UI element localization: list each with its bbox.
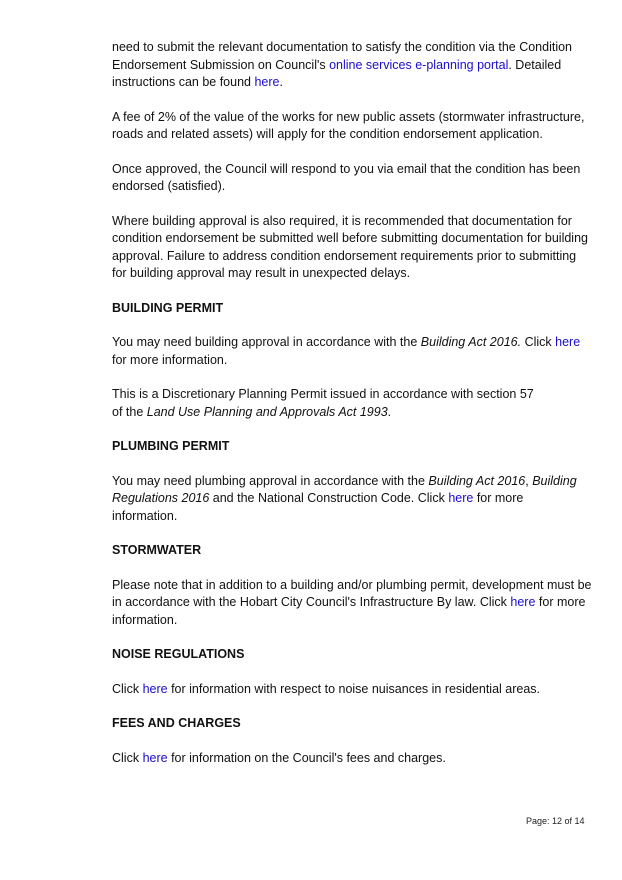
act-title: Building Regulations 2016 — [112, 473, 577, 505]
paragraph-text: for more information. — [112, 595, 586, 627]
paragraph-text: need to submit the relevant documentation to satisfy the condition via the Condition Endorsement Submission on Council's — [112, 40, 573, 72]
paragraph-text: . — [279, 75, 283, 89]
paragraph-text: and the National Construction Code. Click — [209, 491, 449, 505]
building-approval-advice-paragraph: Where building approval is also required, it is recommended that documentation for condition endorsement be submitted well before submitting documentation for building approval. Failure to address condition endorsement requirements prior to submitting for building approval may result in unexpected delays. — [112, 213, 588, 280]
building-permit-heading: BUILDING PERMIT — [112, 300, 224, 315]
act-title: Building Act 2016 — [428, 473, 526, 488]
building-permit-paragraph — [112, 334, 592, 369]
noise-regulations-heading: NOISE REGULATIONS — [112, 647, 245, 661]
plumbing-permit-paragraph — [112, 473, 592, 526]
e-planning-portal-link[interactable]: online services e-planning portal — [329, 57, 509, 72]
stormwater-paragraph — [112, 577, 592, 630]
plumbing-permit-here-link[interactable]: here — [448, 491, 474, 505]
paragraph-text: for more information. — [112, 352, 228, 367]
paragraph-text: You may need plumbing approval in accordance with the — [112, 473, 429, 488]
instructions-here-link[interactable]: here — [254, 75, 280, 89]
fees-and-charges-heading: FEES AND CHARGES — [112, 716, 241, 730]
paragraph-text: You may need building approval in accordance with the — [112, 335, 421, 349]
condition-endorsement-paragraph — [112, 39, 592, 92]
paragraph-text: Click — [112, 750, 143, 765]
paragraph-text: Click — [521, 335, 556, 349]
document-page — [112, 39, 592, 767]
paragraph-text: for more information. — [112, 491, 524, 523]
act-title: Land Use Planning and Approvals Act 1993 — [146, 404, 388, 419]
paragraph-text: for information on the Council's fees and charges. — [167, 750, 446, 765]
stormwater-heading: STORMWATER — [112, 543, 202, 557]
fees-here-link[interactable]: here — [142, 750, 168, 765]
approval-response-paragraph: Once approved, the Council will respond to you via email that the condition has been endorsed (satisfied). — [112, 161, 581, 193]
page-number: Page: 12 of 14 — [526, 816, 585, 826]
paragraph-text: Click — [112, 681, 143, 696]
paragraph-text: , — [525, 473, 533, 488]
paragraph-text: . Detailed instructions can be found — [112, 57, 562, 89]
paragraph-text: . — [387, 404, 392, 419]
fees-and-charges-paragraph — [112, 750, 592, 768]
noise-regulations-paragraph — [112, 681, 592, 699]
plumbing-permit-heading: PLUMBING PERMIT — [112, 439, 230, 453]
fee-paragraph: A fee of 2% of the value of the works for new public assets (stormwater infrastructure, roads and related assets) will apply for the condition endorsement application. — [112, 109, 585, 141]
noise-here-link[interactable]: here — [142, 681, 168, 696]
stormwater-here-link[interactable]: here — [510, 595, 536, 609]
act-title: Building Act 2016. — [420, 335, 522, 349]
building-permit-here-link[interactable]: here — [555, 335, 581, 349]
paragraph-text: for information with respect to noise nuisances in residential areas. — [167, 681, 541, 696]
paragraph-text: This is a Discretionary Planning Permit issued in accordance with section 57 of the — [112, 387, 534, 419]
discretionary-permit-paragraph — [112, 386, 542, 421]
paragraph-text: Please note that in addition to a building and/or plumbing permit, development must be in accordance with the Hobart City Council's Infrastructure By law. Click — [112, 577, 592, 609]
